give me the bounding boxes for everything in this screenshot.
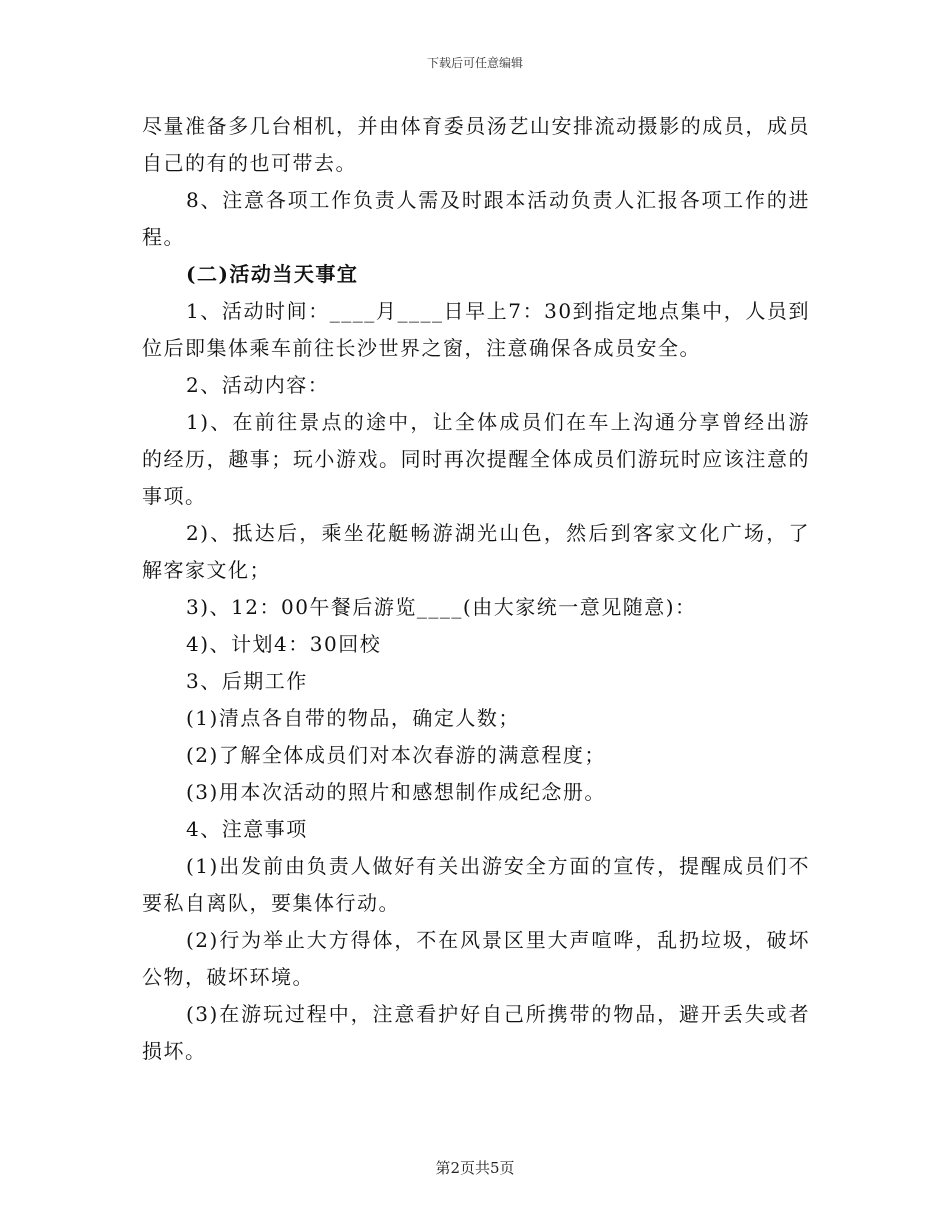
paragraph-content-item-4: 4)、计划4：30回校 — [186, 632, 382, 656]
paragraph-notes-item-1: (1)出发前由负责人做好有关出游安全方面的宣传，提醒成员们不要私自离队，要集体行动。 — [142, 854, 810, 915]
paragraph-follow-up-item-2: (2)了解全体成员们对本次春游的满意程度； — [186, 743, 606, 767]
paragraph-item-8: 8、注意各项工作负责人需及时跟本活动负责人汇报各项工作的进程。 — [142, 188, 810, 249]
document-body — [142, 108, 810, 1070]
paragraph-content-item-1: 1)、在前往景点的途中，让全体成员们在车上沟通分享曾经出游的经历，趣事；玩小游戏。同时再次提醒全体成员们游玩时应该注意的事项。 — [142, 410, 810, 508]
paragraph-notes-item-3: (3)在游玩过程中，注意看护好自己所携带的物品，避开丢失或者损坏。 — [142, 1002, 810, 1063]
paragraph-follow-up-work: 3、后期工作 — [186, 669, 308, 693]
paragraph-content-item-2: 2)、抵达后，乘坐花艇畅游湖光山色，然后到客家文化广场，了解客家文化； — [142, 521, 810, 582]
paragraph-activity-content: 2、活动内容： — [186, 373, 330, 397]
section-heading-activity-day: (二)活动当天事宜 — [186, 262, 359, 286]
paragraph-follow-up-item-3: (3)用本次活动的照片和感想制作成纪念册。 — [186, 780, 606, 804]
paragraph-content-item-3: 3)、12：00午餐后游览____(由大家统一意见随意)： — [186, 595, 697, 619]
page-header: 下载后可任意编辑 — [426, 56, 523, 70]
paragraph-notes: 4、注意事项 — [186, 817, 308, 841]
paragraph-notes-item-2: (2)行为举止大方得体，不在风景区里大声喧哗，乱扔垃圾，破坏公物，破坏环境。 — [142, 928, 810, 989]
paragraph-follow-up-item-1: (1)清点各自带的物品，确定人数； — [186, 706, 520, 730]
paragraph-continuation: 尽量准备多几台相机，并由体育委员汤艺山安排流动摄影的成员，成员自己的有的也可带去。 — [142, 114, 810, 175]
page-number-footer: 第2页共5页 — [435, 1159, 515, 1177]
paragraph-activity-time: 1、活动时间：____月____日早上7：30到指定地点集中，人员到位后即集体乘车前往长沙世界之窗，注意确保各成员安全。 — [142, 299, 810, 360]
